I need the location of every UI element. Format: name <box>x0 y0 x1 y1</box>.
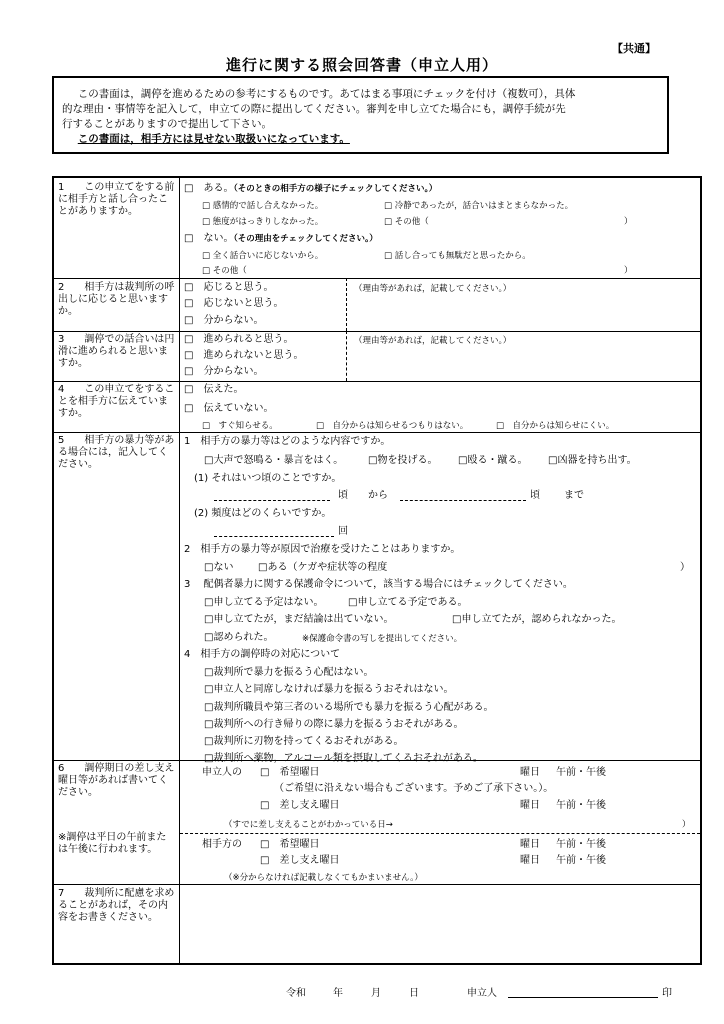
q6-note: ※調停は平日の午前または午後に行われます。 <box>58 832 167 855</box>
q1-no-checkbox[interactable]: □ ない。（その理由をチェックしてください。） <box>184 233 378 244</box>
row-divider-q7 <box>54 884 700 885</box>
q1-no-option-c[interactable]: □ その他（ <box>202 266 247 276</box>
q3-option-yes[interactable]: □ 進められると思う。 <box>184 334 294 345</box>
q6-applicant-label: 申立人の <box>202 767 242 778</box>
q6-other-ng-checkbox[interactable]: □ 差し支え曜日 <box>260 855 340 866</box>
q4-label: 4 この申立てをすることを相手方に伝えていますか。 <box>58 384 175 419</box>
q5-frequency-field[interactable] <box>214 526 334 541</box>
seal-mark: 印 <box>662 988 672 999</box>
q5-when-to-field[interactable] <box>400 490 526 505</box>
q3-option-unknown[interactable]: □ 分からない。 <box>184 366 264 377</box>
q5-koro-2: 頃 <box>530 490 540 501</box>
q1-label: 1 この申立てをする前に相手方と話し合ったことがありますか。 <box>58 182 175 217</box>
q1-no-option-a[interactable]: □ 全く話合いに応じないから。 <box>202 251 324 261</box>
q6-applicant-wish-youbi: 曜日 <box>520 767 540 778</box>
q5-section-3: 3 配偶者暴力に関する保護命令について，該当する場合にはチェックしてください。 <box>184 579 573 590</box>
footer-month: 月 <box>371 988 381 999</box>
q5-conduct-option[interactable]: □裁判所職員や第三者のいる場所でも暴力を振るう心配がある。 <box>204 702 494 713</box>
q5-treatment-close: ） <box>680 562 690 573</box>
q5-order-granted-note: ※保護命令書の写しを提出してください。 <box>302 634 463 644</box>
q6-other-label: 相手方の <box>202 839 242 850</box>
q6-dashed-divider <box>180 833 700 834</box>
q1-yes-option-c[interactable]: □ 態度がはっきりしなかった。 <box>202 217 324 227</box>
row-divider-q3 <box>54 331 700 332</box>
q6-known-dates: （すでに差し支えることがわかっている日→ <box>224 820 393 830</box>
q5-conduct-option[interactable]: □裁判所への行き帰りの際に暴力を振るうおそれがある。 <box>204 719 464 730</box>
q6-other-note: （※分からなければ記載しなくてもかまいません。） <box>224 873 423 883</box>
q4-sub-option-b[interactable]: □ 自分からは知らせるつもりはない。 <box>316 421 469 431</box>
q5-section-4: 4 相手方の調停時の対応について <box>184 649 341 660</box>
q3-reason-label: （理由等があれば，記載してください。） <box>354 336 512 346</box>
q6-other-wish-youbi: 曜日 <box>520 839 540 850</box>
intro-line-3: 行することがありますので提出して下さい。 <box>62 118 272 130</box>
q6-applicant-ng-youbi: 曜日 <box>520 800 540 811</box>
q6-label: 6 調停期日の差し支え曜日等があれば書いてください。 <box>58 763 175 798</box>
q3-label: 3 調停での話合いは円滑に進められると思いますか。 <box>58 334 175 369</box>
inquiry-form-table <box>52 176 702 965</box>
q4-sub-option-c[interactable]: □ 自分からは知らせにくい。 <box>496 421 615 431</box>
common-tag: 【共通】 <box>612 42 656 55</box>
q5-order-pending[interactable]: □申し立てたが，まだ結論は出ていない。 <box>204 614 394 625</box>
q5-kara: から <box>368 490 388 501</box>
intro-line-2: 的な理由・事情等を記入して，申立ての際に提出してください。審判を申し立てた場合にも，調停手続が先 <box>62 103 566 115</box>
q6-applicant-wish-ampm[interactable]: 午前・午後 <box>556 767 606 778</box>
column-divider <box>179 178 180 963</box>
q6-applicant-wish-checkbox[interactable]: □ 希望曜日 <box>260 767 320 778</box>
q5-section-2: 2 相手方の暴力等が原因で治療を受けたことはありますか。 <box>184 544 461 555</box>
q5-when-from-field[interactable] <box>214 490 330 505</box>
row-divider-q4 <box>54 381 700 382</box>
q3-option-no[interactable]: □ 進められないと思う。 <box>184 350 304 361</box>
q5-option-throw[interactable]: □物を投げる。 <box>368 455 438 466</box>
q1-yes-option-b[interactable]: □ 冷静であったが，話合いはまとまらなかった。 <box>384 201 574 211</box>
q2-option-no[interactable]: □ 応じないと思う。 <box>184 298 284 309</box>
q5-order-plan[interactable]: □申し立てる予定である。 <box>348 597 468 608</box>
q5-order-rejected[interactable]: □申し立てたが，認められなかった。 <box>452 614 622 625</box>
footer-year: 年 <box>333 988 343 999</box>
q6-other-wish-ampm[interactable]: 午前・午後 <box>556 839 606 850</box>
q4-option-not-told[interactable]: □ 伝えていない。 <box>184 403 274 414</box>
q6-other-ng-ampm[interactable]: 午前・午後 <box>556 855 606 866</box>
q5-section-1: 1 相手方の暴力等はどのような内容ですか。 <box>184 436 391 447</box>
q4-option-told[interactable]: □ 伝えた。 <box>184 384 244 395</box>
q4-sub-option-a[interactable]: □ すぐ知らせる。 <box>202 421 278 431</box>
intro-emphasis: この書面は，相手方には見せない取扱いになっています。 <box>77 133 350 145</box>
q1-yes-option-d[interactable]: □ その他（ <box>384 217 429 227</box>
q5-option-verbal[interactable]: □大声で怒鳴る・暴言をはく。 <box>204 455 344 466</box>
q5-treatment-yes[interactable]: □ある（ケガや症状等の程度 <box>258 562 388 573</box>
intro-box <box>52 76 669 154</box>
q6-known-dates-close: ） <box>682 820 691 830</box>
q5-kai: 回 <box>338 526 348 537</box>
q1-no-option-c-close: ） <box>624 266 633 276</box>
q5-treatment-no[interactable]: □ない <box>204 562 234 573</box>
q1-yes-option-a[interactable]: □ 感情的で話し合えなかった。 <box>202 201 324 211</box>
q5-label: 5 相手方の暴力等がある場合には，記入してください。 <box>58 435 175 470</box>
q7-answer-area[interactable] <box>184 888 694 960</box>
q2-reason-label: （理由等があれば，記載してください。） <box>354 284 512 294</box>
q1-yes-option-d-close: ） <box>624 217 633 227</box>
q5-conduct-option[interactable]: □裁判所で暴力を振るう心配はない。 <box>204 667 374 678</box>
q6-wish-note: （ご希望に沿えない場合もございます。予めご了承下さい。）。 <box>274 783 554 794</box>
row-divider-q5 <box>54 432 700 433</box>
page-title: 進行に関する照会回答書（申立人用） <box>225 56 498 74</box>
q6-other-wish-checkbox[interactable]: □ 希望曜日 <box>260 839 320 850</box>
q5-conduct-option[interactable]: □裁判所へ薬物，アルコール類を摂取してくるおそれがある。 <box>204 753 483 764</box>
q7-label: 7 裁判所に配慮を求めることがあれば，その内容をお書きください。 <box>58 888 175 923</box>
q5-conduct-option[interactable]: □裁判所に刃物を持ってくるおそれがある。 <box>204 736 404 747</box>
footer-applicant-label: 申立人 <box>467 988 497 999</box>
footer-day: 日 <box>409 988 419 999</box>
footer-reiwa: 令和 <box>286 988 306 999</box>
q5-conduct-option[interactable]: □申立人と同席しなければ暴力を振るうおそれはない。 <box>204 684 454 695</box>
q5-order-no-plan[interactable]: □申し立てる予定はない。 <box>204 597 324 608</box>
q6-other-ng-youbi: 曜日 <box>520 855 540 866</box>
row-divider-q2 <box>54 278 700 279</box>
q3-dashed-divider <box>346 331 347 381</box>
q2-dashed-divider <box>346 278 347 331</box>
q1-yes-checkbox[interactable]: □ ある。（そのときの相手方の様子にチェックしてください。） <box>184 183 438 194</box>
q2-label: 2 相手方は裁判所の呼出しに応じると思いますか。 <box>58 282 175 317</box>
q5-koro-1: 頃 <box>338 490 348 501</box>
q1-no-option-b[interactable]: □ 話し合っても無駄だと思ったから。 <box>384 251 531 261</box>
signature-field[interactable] <box>508 997 658 998</box>
q6-applicant-ng-ampm[interactable]: 午前・午後 <box>556 800 606 811</box>
q5-when-label: (1) それはいつ頃のことですか。 <box>194 473 342 484</box>
q5-made: まで <box>564 490 584 501</box>
q5-option-weapon[interactable]: □凶器を持ち出す。 <box>548 455 637 466</box>
q5-order-granted[interactable]: □認められた。 <box>204 632 274 643</box>
intro-line-1: この書面は，調停を進めるための参考にするものです。あてはまる事項にチェックを付け（複数可），具体 <box>77 88 576 100</box>
q2-option-yes[interactable]: □ 応じると思う。 <box>184 282 274 293</box>
q2-option-unknown[interactable]: □ 分からない。 <box>184 315 264 326</box>
q6-applicant-ng-checkbox[interactable]: □ 差し支え曜日 <box>260 800 340 811</box>
q5-option-hit[interactable]: □殴る・蹴る。 <box>458 455 528 466</box>
q5-frequency-label: (2) 頻度はどのくらいですか。 <box>194 508 332 519</box>
